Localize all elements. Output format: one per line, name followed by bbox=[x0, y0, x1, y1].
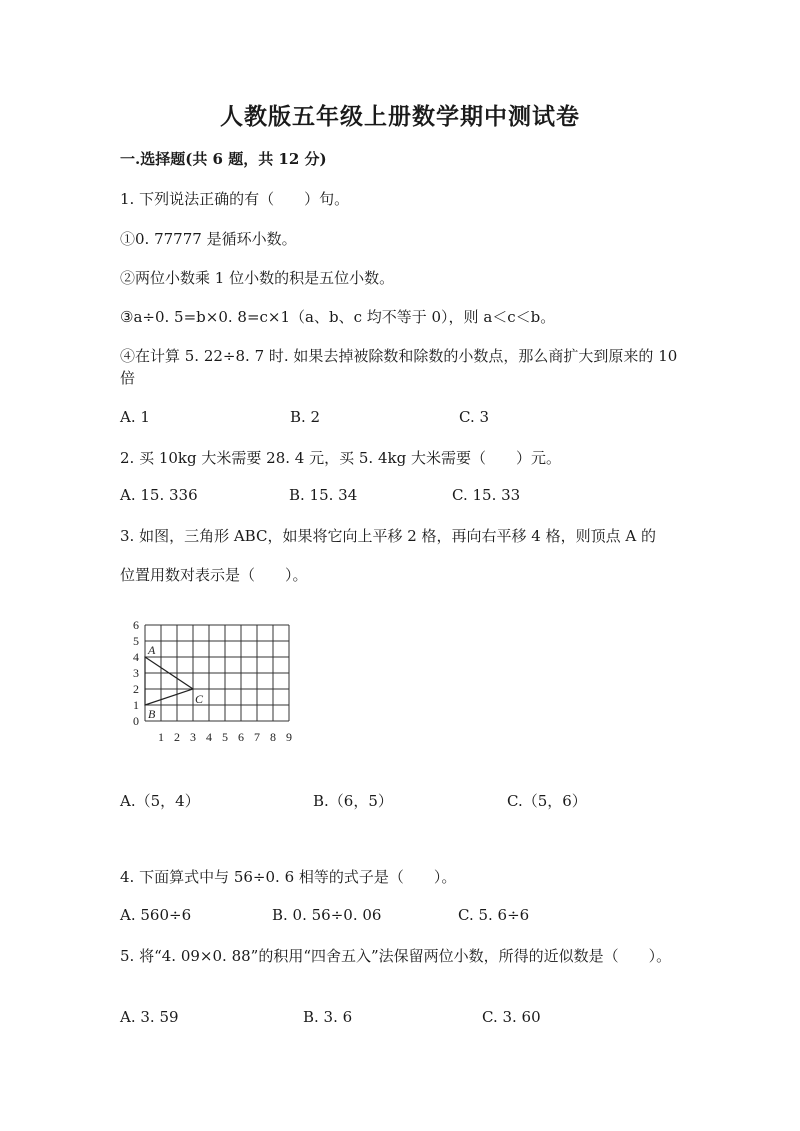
question-1-statement-2: ②两位小数乘 1 位小数的积是五位小数。 bbox=[120, 269, 395, 287]
x-axis-ticks bbox=[158, 730, 292, 744]
y-tick: 4 bbox=[133, 650, 139, 664]
question-1-statement-1: ①0. 77777 是循环小数。 bbox=[120, 230, 297, 248]
question-3-option-b[interactable]: B.（6，5） bbox=[313, 792, 393, 810]
question-4-option-b[interactable]: B. 0. 56÷0. 06 bbox=[272, 906, 382, 924]
question-3-option-a[interactable]: A.（5，4） bbox=[120, 792, 200, 810]
vertex-label-a: A bbox=[148, 643, 156, 657]
question-4-option-a[interactable]: A. 560÷6 bbox=[120, 906, 192, 924]
question-5-stem: 5. 将“4. 09×0. 88”的积用“四舍五入”法保留两位小数，所得的近似数是（ ）。 bbox=[120, 947, 672, 965]
question-5-option-b[interactable]: B. 3. 6 bbox=[303, 1008, 353, 1026]
grid-lines bbox=[145, 625, 289, 721]
y-tick: 1 bbox=[133, 698, 139, 712]
coordinate-grid-figure bbox=[128, 617, 308, 747]
question-1-option-b[interactable]: B. 2 bbox=[290, 408, 321, 426]
question-3-stem: 3. 如图，三角形 ABC，如果将它向上平移 2 格，再向右平移 4 格，则顶点 A 的 bbox=[120, 527, 656, 545]
question-4-stem: 4. 下面算式中与 56÷0. 6 相等的式子是（ ）。 bbox=[120, 868, 457, 886]
y-tick: 5 bbox=[133, 634, 139, 648]
vertex-label-c: C bbox=[195, 692, 204, 706]
y-axis-ticks bbox=[133, 618, 139, 728]
question-3-option-c[interactable]: C.（5，6） bbox=[507, 792, 587, 810]
x-tick: 8 bbox=[270, 730, 276, 744]
vertex-labels bbox=[147, 643, 204, 721]
question-2-stem: 2. 买 10kg 大米需要 28. 4 元，买 5. 4kg 大米需要（ ）元。 bbox=[120, 449, 561, 467]
y-tick: 0 bbox=[133, 714, 139, 728]
question-5-option-a[interactable]: A. 3. 59 bbox=[120, 1008, 179, 1026]
x-tick: 2 bbox=[174, 730, 180, 744]
page-title: 人教版五年级上册数学期中测试卷 bbox=[220, 103, 580, 130]
vertex-label-b: B bbox=[148, 707, 156, 721]
question-4-option-c[interactable]: C. 5. 6÷6 bbox=[458, 906, 530, 924]
y-tick: 2 bbox=[133, 682, 139, 696]
triangle-abc bbox=[145, 657, 193, 705]
question-1-option-c[interactable]: C. 3 bbox=[459, 408, 490, 426]
section-heading: 一.选择题(共 6 题，共 12 分) bbox=[120, 150, 327, 168]
question-3-stem-continued: 位置用数对表示是（ ）。 bbox=[120, 566, 308, 584]
question-2-option-b[interactable]: B. 15. 34 bbox=[289, 486, 358, 504]
question-2-option-c[interactable]: C. 15. 33 bbox=[452, 486, 521, 504]
question-2-option-a[interactable]: A. 15. 336 bbox=[120, 486, 198, 504]
x-tick: 6 bbox=[238, 730, 244, 744]
x-tick: 7 bbox=[254, 730, 260, 744]
x-tick: 9 bbox=[286, 730, 292, 744]
question-1-option-a[interactable]: A. 1 bbox=[120, 408, 150, 426]
x-tick: 4 bbox=[206, 730, 212, 744]
question-1-statement-3: ③a÷0. 5=b×0. 8=c×1（a、b、c 均不等于 0），则 a＜c＜b。 bbox=[120, 308, 556, 326]
question-1-statement-4: ④在计算 5. 22÷8. 7 时. 如果去掉被除数和除数的小数点，那么商扩大到原来的 10 倍 bbox=[120, 347, 678, 387]
question-5-option-c[interactable]: C. 3. 60 bbox=[482, 1008, 541, 1026]
y-tick: 6 bbox=[133, 618, 139, 632]
question-1-stem: 1. 下列说法正确的有（ ）句。 bbox=[120, 190, 350, 208]
x-tick: 5 bbox=[222, 730, 228, 744]
x-tick: 1 bbox=[158, 730, 164, 744]
x-tick: 3 bbox=[190, 730, 196, 744]
y-tick: 3 bbox=[133, 666, 139, 680]
